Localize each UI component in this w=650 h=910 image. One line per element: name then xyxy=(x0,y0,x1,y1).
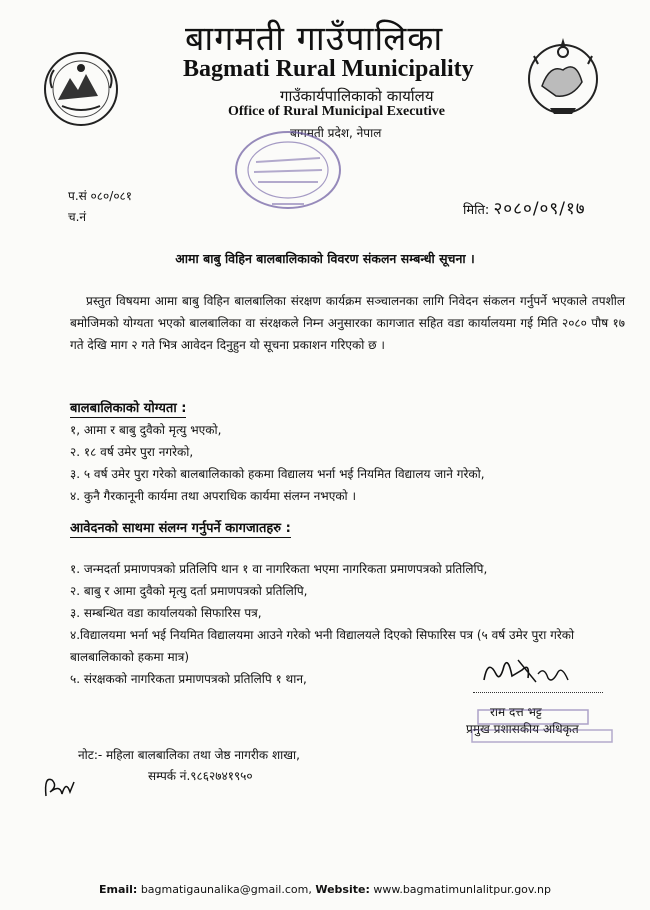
list-item: ४. कुनै गैरकानूनी कार्यमा तथा अपराधिक कार्यमा संलग्न नभएको । xyxy=(70,489,357,503)
signer-title: प्रमुख प्रशासकीय अधिकृत xyxy=(466,722,579,736)
province-line: बागमती प्रदेश, नेपाल xyxy=(290,126,382,140)
list-item: ३. सम्बन्धित वडा कार्यालयको सिफारिस पत्र, xyxy=(70,606,262,620)
list-item: १, आमा र बाबु दुवैको मृत्यु भएको, xyxy=(70,423,222,437)
municipality-name-nepali: बागमती गाउँपालिका xyxy=(185,19,444,59)
list-item: २. १८ वर्ष उमेर पुरा नगरेको, xyxy=(70,445,194,459)
office-name-nepali: गाउँकार्यपालिकाको कार्यालय xyxy=(280,87,434,105)
municipality-name-english: Bagmati Rural Municipality xyxy=(183,56,474,82)
note-line: नोट:- महिला बालबालिका तथा जेष्ठ नागरीक शाखा, xyxy=(78,748,300,762)
signer-name: राम दत्त भट्ट xyxy=(490,705,542,719)
name-stamp-icon xyxy=(470,700,620,748)
list-item: ३. ५ वर्ष उमेर पुरा गरेको बालबालिकाको हकमा विद्यालय भर्ना भई नियमित विद्यालय जाने गरेको, xyxy=(70,467,485,481)
eligibility-list xyxy=(70,419,630,507)
dispatch-number: च.नं xyxy=(68,210,87,224)
signature-line xyxy=(473,692,603,693)
date xyxy=(463,196,586,219)
list-item: २. बाबु र आमा दुवैको मृत्यु दर्ता प्रमाणपत्रको प्रतिलिपि, xyxy=(70,584,308,598)
notice-intro-paragraph: प्रस्तुत विषयमा आमा बाबु विहिन बालबालिका संरक्षण कार्यक्रम सञ्चालनका लागि निवेदन संकलन गर्नुपर्ने भएकाले तपशील बमोजिमको योग्यता भएको बालबालिका वा संरक्षकले निम्न अनुसारका कागजात सहित वडा कार्यालयमा गई मिति २०८० पौष १७ गते देखि माग २ गते भित्र आवेदन दिनुहुन यो सूचना प्रकाशन गरिएको छ । xyxy=(70,294,625,352)
list-item: ४.विद्यालयमा भर्ना भई नियमित विद्यालयमा आउने गरेको भनी विद्यालयले दिएको सिफारिस पत्र (५ वर्ष उमेर पुरा गरेको बालबालिकाको हकमा मात्र) xyxy=(70,628,575,664)
municipality-logo-icon xyxy=(520,34,606,120)
documents-heading: आवेदनको साथमा संलग्न गर्नुपर्ने कागजातहरु : xyxy=(70,518,291,538)
initials-icon xyxy=(40,770,80,802)
website-label: Website: xyxy=(315,883,370,896)
list-item: ५. संरक्षकको नागरिकता प्रमाणपत्रको प्रतिलिपि १ थान, xyxy=(70,672,307,686)
notice-subject: आमा बाबु विहिन बालबालिकाको विवरण संकलन सम्बन्धी सूचना । xyxy=(175,251,475,266)
footer-contact xyxy=(0,883,650,896)
eligibility-heading: बालबालिकाको योग्यता : xyxy=(70,398,186,418)
reference-number: प.सं ०८०/०८१ xyxy=(68,189,133,203)
list-item: १. जन्मदर्ता प्रमाणपत्रको प्रतिलिपि थान १ वा नागरिकता भएमा नागरिकता प्रमाणपत्रको प्रतिलिपि, xyxy=(70,562,488,576)
nepal-emblem-icon xyxy=(40,48,122,130)
website-link[interactable]: www.bagmatimunlalitpur.gov.np xyxy=(373,883,552,896)
official-stamp-icon xyxy=(228,128,348,218)
contact-number: सम्पर्क नं.९८६२७४१९५० xyxy=(148,769,253,783)
email-address[interactable]: bagmatigaunalika@gmail.com, xyxy=(140,883,312,896)
date-label: मिति: xyxy=(463,203,490,218)
date-value: २०८०/०९/१७ xyxy=(493,199,586,219)
office-name-english: Office of Rural Municipal Executive xyxy=(228,104,445,119)
email-label: Email: xyxy=(98,883,138,896)
signature-icon xyxy=(478,652,578,692)
